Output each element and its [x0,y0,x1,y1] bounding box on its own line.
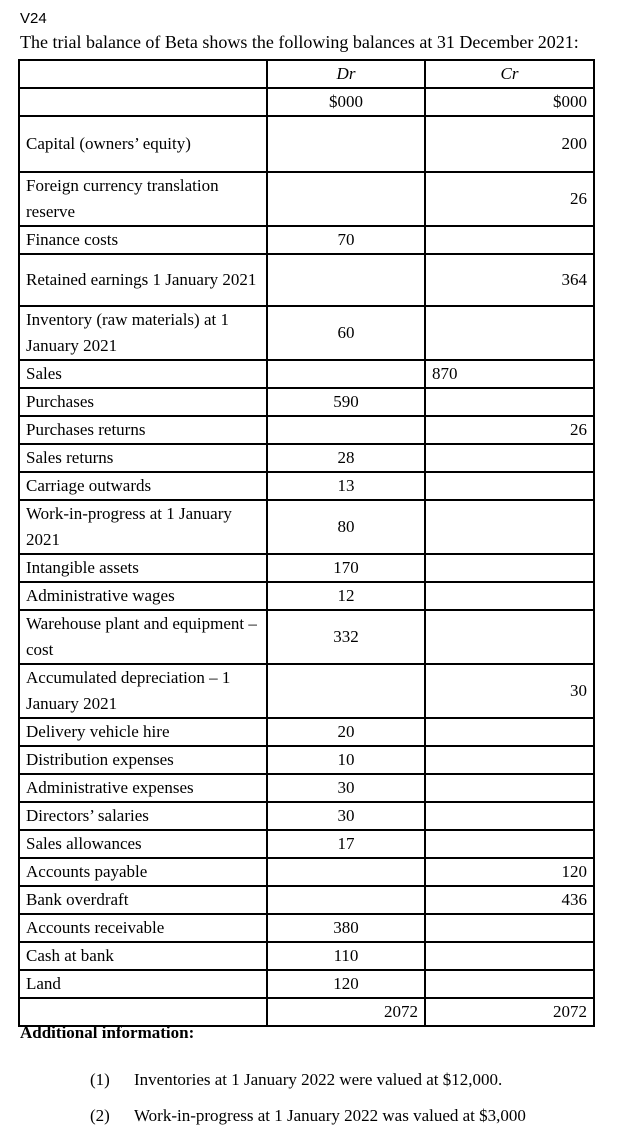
row-cr: 30 [425,664,594,718]
row-dr: 380 [267,914,425,942]
row-dr: 17 [267,830,425,858]
row-label: Accumulated depreciation – 1 January 2021 [19,664,267,718]
row-label: Accounts receivable [19,914,267,942]
cr-unit: $000 [425,88,594,116]
row-dr: 12 [267,582,425,610]
row-cr [425,942,594,970]
row-cr: 26 [425,172,594,226]
row-cr: 870 [425,360,594,388]
row-dr: 60 [267,306,425,360]
row-cr [425,970,594,998]
row-dr: 20 [267,718,425,746]
row-dr: 110 [267,942,425,970]
table-unit-row [19,88,594,116]
table-row [19,718,594,746]
unit-blank [19,88,267,116]
totals-row [19,998,594,1026]
table-row [19,254,594,306]
table-header-row [19,60,594,88]
row-dr [267,254,425,306]
row-label: Sales [19,360,267,388]
row-label: Sales returns [19,444,267,472]
row-label: Administrative expenses [19,774,267,802]
row-label: Capital (owners’ equity) [19,116,267,172]
table-row [19,802,594,830]
table-row [19,306,594,360]
additional-info-heading: Additional information: [20,1023,195,1042]
row-label: Finance costs [19,226,267,254]
table-row [19,472,594,500]
note-number: (2) [90,1106,110,1125]
dr-unit: $000 [267,88,425,116]
row-label: Land [19,970,267,998]
table-row [19,858,594,886]
table-row [19,942,594,970]
row-dr: 28 [267,444,425,472]
row-label: Bank overdraft [19,886,267,914]
total-cr: 2072 [425,998,594,1026]
table-row [19,830,594,858]
row-cr [425,746,594,774]
table-row [19,582,594,610]
row-dr: 120 [267,970,425,998]
row-dr: 13 [267,472,425,500]
row-label: Foreign currency translation reserve [19,172,267,226]
row-dr: 30 [267,774,425,802]
table-row [19,746,594,774]
row-label: Delivery vehicle hire [19,718,267,746]
row-dr [267,886,425,914]
table-row [19,886,594,914]
row-label: Purchases returns [19,416,267,444]
row-dr: 80 [267,500,425,554]
row-cr: 200 [425,116,594,172]
row-dr: 170 [267,554,425,582]
note-item [90,1070,502,1090]
row-cr [425,388,594,416]
table-row [19,116,594,172]
row-cr: 364 [425,254,594,306]
table-row [19,388,594,416]
table-row [19,774,594,802]
row-cr [425,718,594,746]
table-row [19,610,594,664]
row-dr [267,664,425,718]
row-label: Administrative wages [19,582,267,610]
row-label: Sales allowances [19,830,267,858]
row-label: Accounts payable [19,858,267,886]
question-intro: The trial balance of Beta shows the following balances at 31 December 2021: [20,32,579,52]
row-dr [267,172,425,226]
dr-header: Dr [267,60,425,88]
table-row [19,914,594,942]
row-dr: 332 [267,610,425,664]
table-row [19,970,594,998]
table-row [19,500,594,554]
table-row [19,360,594,388]
table-row [19,554,594,582]
row-dr [267,858,425,886]
row-label: Directors’ salaries [19,802,267,830]
row-cr [425,500,594,554]
row-label: Cash at bank [19,942,267,970]
row-cr: 436 [425,886,594,914]
row-label: Distribution expenses [19,746,267,774]
row-label: Intangible assets [19,554,267,582]
row-cr [425,610,594,664]
row-dr [267,360,425,388]
row-cr [425,802,594,830]
table-row [19,172,594,226]
row-dr: 70 [267,226,425,254]
note-text: Inventories at 1 January 2022 were valued at $12,000. [134,1070,503,1089]
row-dr [267,116,425,172]
total-dr: 2072 [267,998,425,1026]
table-row [19,226,594,254]
cr-header: Cr [425,60,594,88]
header-blank [19,60,267,88]
table-row [19,444,594,472]
row-cr: 26 [425,416,594,444]
row-cr [425,582,594,610]
row-cr [425,472,594,500]
table-row [19,664,594,718]
trial-balance-table [18,59,595,1027]
note-text: Work-in-progress at 1 January 2022 was valued at $3,000 [134,1106,526,1125]
row-cr [425,914,594,942]
row-cr: 120 [425,858,594,886]
row-dr: 590 [267,388,425,416]
row-label: Purchases [19,388,267,416]
table-row [19,416,594,444]
row-cr [425,306,594,360]
totals-blank [19,998,267,1026]
note-number: (1) [90,1070,110,1089]
row-dr [267,416,425,444]
row-label: Warehouse plant and equipment – cost [19,610,267,664]
row-dr: 10 [267,746,425,774]
row-dr: 30 [267,802,425,830]
row-label: Retained earnings 1 January 2021 [19,254,267,306]
row-cr [425,774,594,802]
row-cr [425,554,594,582]
row-cr [425,226,594,254]
row-label: Work-in-progress at 1 January 2021 [19,500,267,554]
row-cr [425,830,594,858]
row-label: Carriage outwards [19,472,267,500]
question-code: V24 [20,10,47,27]
row-cr [425,444,594,472]
row-label: Inventory (raw materials) at 1 January 2021 [19,306,267,360]
note-item [90,1106,526,1126]
